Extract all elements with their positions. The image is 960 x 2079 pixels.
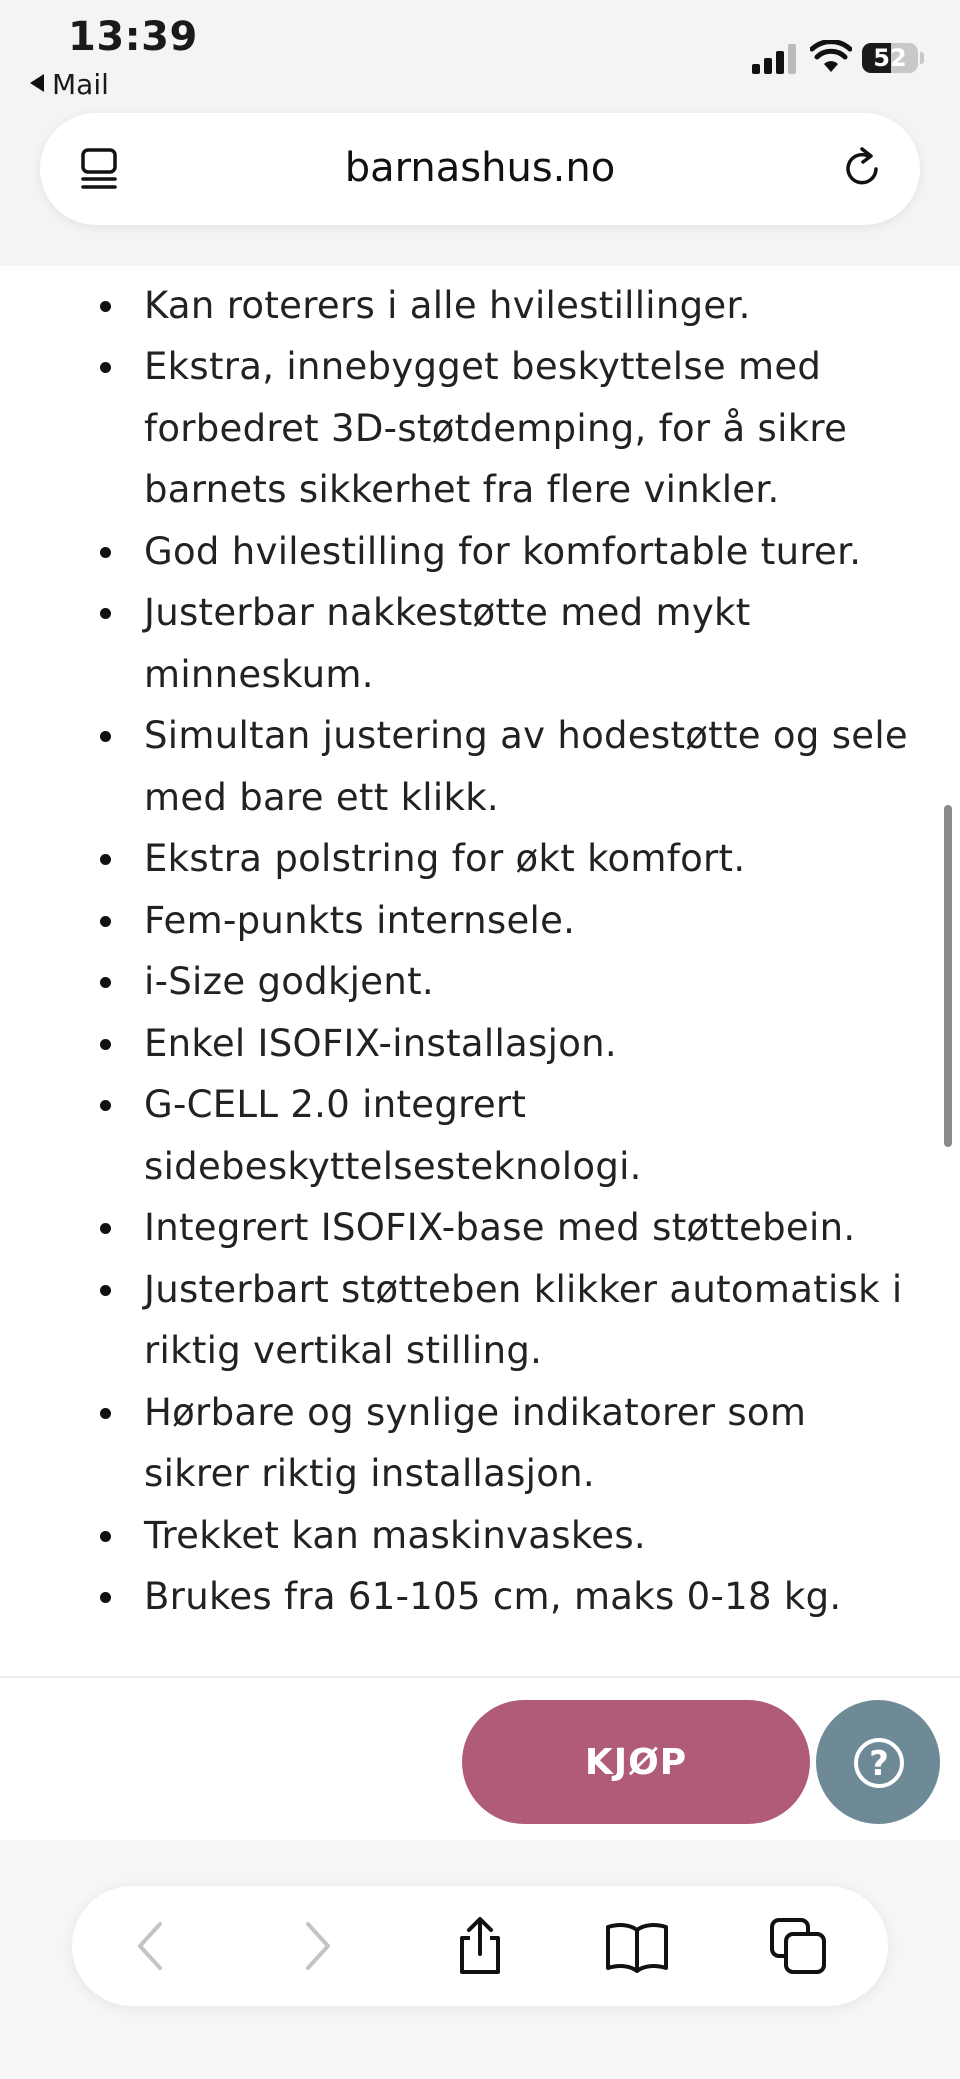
wifi-icon <box>810 40 852 74</box>
list-item: Enkel ISOFIX-installasjon. <box>0 1013 960 1075</box>
divider <box>0 1676 960 1678</box>
back-icon[interactable] <box>122 1916 182 1976</box>
url-text: barnashus.no <box>344 145 616 191</box>
list-item: Fem-punkts internsele. <box>0 890 960 952</box>
list-item: G-CELL 2.0 integrert sidebeskyttelsesteknologi. <box>0 1074 960 1197</box>
back-app-label: Mail <box>52 68 109 101</box>
back-triangle-icon <box>30 74 44 92</box>
cellular-signal-icon <box>752 44 798 74</box>
list-item: Justerbar nakkestøtte med mykt minneskum. <box>0 582 960 705</box>
scroll-indicator[interactable] <box>944 805 952 1147</box>
list-item: Trekket kan maskinvaskes. <box>0 1505 960 1567</box>
forward-icon[interactable] <box>286 1916 346 1976</box>
browser-header <box>0 110 960 266</box>
battery-percent: 52 <box>873 44 907 72</box>
help-button[interactable] <box>816 1700 940 1824</box>
list-item: Brukes fra 61-105 cm, maks 0-18 kg. <box>0 1566 960 1628</box>
list-item: Kan roterers i alle hvilestillinger. <box>0 275 960 337</box>
help-icon: ? <box>854 1738 904 1788</box>
list-item: Ekstra polstring for økt komfort. <box>0 828 960 890</box>
list-item: God hvilestilling for komfortable turer. <box>0 521 960 583</box>
buy-button[interactable]: KJØP <box>462 1700 810 1824</box>
battery-icon <box>862 43 918 73</box>
status-time: 13:39 <box>68 14 198 60</box>
list-item: Ekstra, innebygget beskyttelse med forbedret 3D-støtdemping, for å sikre barnets sikkerhet fra flere vinkler. <box>0 336 960 521</box>
share-icon[interactable] <box>450 1916 510 1976</box>
address-bar[interactable] <box>40 113 920 225</box>
reload-icon[interactable] <box>840 145 886 191</box>
back-to-mail-link[interactable] <box>30 68 109 101</box>
bookmarks-icon[interactable] <box>604 1916 670 1976</box>
feature-list <box>0 230 960 1628</box>
tabs-icon[interactable] <box>768 1916 828 1976</box>
status-bar <box>0 0 960 110</box>
list-item: Justerbart støtteben klikker automatisk i riktig vertikal stilling. <box>0 1259 960 1382</box>
battery-cap <box>920 52 924 64</box>
bottom-toolbar <box>72 1886 888 2006</box>
page-content <box>0 230 960 1670</box>
list-item: Hørbare og synlige indikatorer som sikrer riktig installasjon. <box>0 1382 960 1505</box>
list-item: i-Size godkjent. <box>0 951 960 1013</box>
list-item: Simultan justering av hodestøtte og sele med bare ett klikk. <box>0 705 960 828</box>
list-item: Integrert ISOFIX-base med støttebein. <box>0 1197 960 1259</box>
